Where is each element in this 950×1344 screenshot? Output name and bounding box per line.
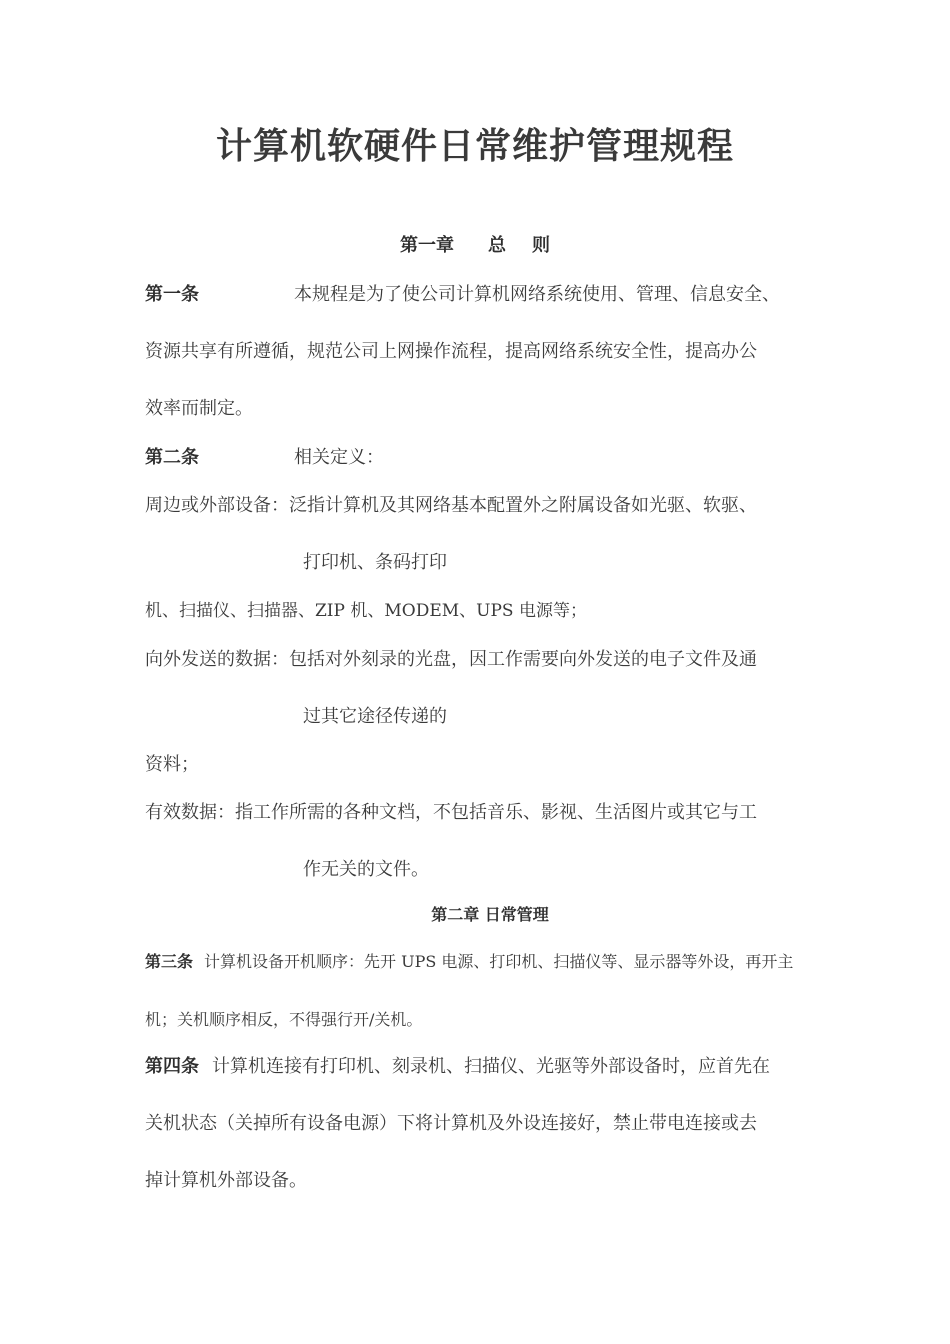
article-3-line-2: 机；关机顺序相反，不得强行开/关机。 [145,1010,423,1029]
chapter-2-heading: 第二章 日常管理 [431,905,549,924]
article-1-line-3: 效率而制定。 [145,398,253,419]
article-3-label: 第三条 [145,952,194,971]
definition-peripheral-line-1: 周边或外部设备：泛指计算机及其网络基本配置外之附属设备如光驱、软驱、 [145,495,757,516]
article-3-line-1: 计算机设备开机顺序：先开 UPS 电源、打印机、扫描仪等、显示器等外设，再开主 [204,952,794,971]
article-2-label: 第二条 [145,447,199,468]
chapter-1-label: 第一章 [400,235,454,256]
definition-peripheral-line-3: 机、扫描仪、扫描器、ZIP 机、MODEM、UPS 电源等； [145,601,587,621]
article-4-line-2: 关机状态（关掉所有设备电源）下将计算机及外设连接好，禁止带电连接或去 [145,1113,757,1134]
chapter-1-name-part1: 总 [488,235,506,256]
chapter-1-name-part2: 则 [532,235,550,256]
article-1-line-1: 本规程是为了使公司计算机网络系统使用、管理、信息安全、 [294,284,780,305]
article-4-line-1: 计算机连接有打印机、刻录机、扫描仪、光驱等外部设备时，应首先在 [212,1056,770,1077]
article-4-line-3: 掉计算机外部设备。 [145,1170,307,1191]
document-title: 计算机软硬件日常维护管理规程 [215,126,734,167]
definition-outgoing-line-1: 向外发送的数据：包括对外刻录的光盘，因工作需要向外发送的电子文件及通 [145,649,757,670]
definition-outgoing-line-3: 资料； [145,754,199,775]
definition-outgoing-line-2: 过其它途径传递的 [303,706,447,727]
chapter-1-heading [0,231,950,257]
definition-valid-line-1: 有效数据：指工作所需的各种文档，不包括音乐、影视、生活图片或其它与工 [145,802,757,823]
definition-valid-line-2: 作无关的文件。 [303,859,429,880]
article-1-label: 第一条 [145,284,199,305]
definition-peripheral-line-2: 打印机、条码打印 [303,552,447,573]
article-2-text: 相关定义： [294,447,384,468]
article-4-label: 第四条 [145,1056,199,1077]
article-1-line-2: 资源共享有所遵循，规范公司上网操作流程，提高网络系统安全性，提高办公 [145,341,757,362]
